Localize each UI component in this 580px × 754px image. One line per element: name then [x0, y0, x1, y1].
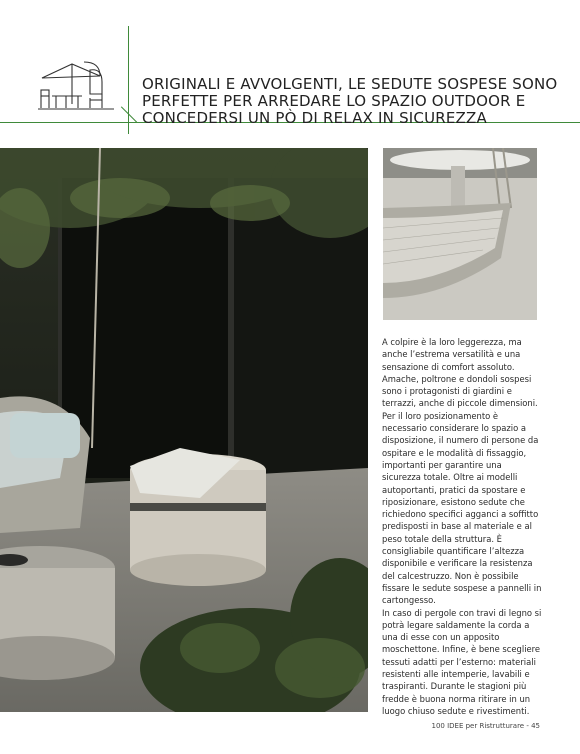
- article-paragraph: A colpire è la loro leggerezza, ma anche l’estrema versatilità e una sensazione di comfort assoluto. Amache, poltrone e dondoli sospesi sono i protagonisti di giardini e terrazzi, anche di piccole dimensioni. Per il loro posizionamento è necessario considerare lo spazio a disposizione, il numero di persone da ospitare e le modalità di fissaggio, importanti per garantire una sicurezza totale. Oltre ai modelli autoportanti, pratici da spostare e riposizionare, esistono sedute che richiedono specifici agganci a soffitto predisposti in base al materiale e al peso totale della struttura. È consigliabile quantificare l’altezza disponibile e verificare la resistenza del calcestruzzo. Non è possibile fissare le sedute sospese a pannelli in cartongesso.: [382, 337, 542, 606]
- header-corner-tick: [121, 106, 137, 122]
- header-vertical-rule: [128, 26, 129, 134]
- article-body: [382, 336, 542, 717]
- main-photo: [0, 148, 368, 712]
- article-paragraph: In caso di pergole con travi di legno si potrà legare saldamente la corda a una di esse con un apposito moschettone. Infine, è bene scegliere tessuti adatti per l’esterno: materiali resistenti alle intemperie, lavabili e traspiranti. Durante le stagioni più fredde è buona norma ritirare in un luogo chiuso sedute e rivestimenti.: [382, 607, 542, 716]
- garden-furniture-icon: [38, 56, 116, 114]
- page-headline: ORIGINALI E AVVOLGENTI, LE SEDUTE SOSPESE SONO PERFETTE PER ARREDARE LO SPAZIO OUTDOOR E CONCEDERSI UN PÒ DI RELAX IN SICUREZZA: [142, 75, 558, 128]
- detail-photo: [383, 148, 537, 320]
- page-footer: 100 IDEE per Ristrutturare - 45: [431, 722, 540, 730]
